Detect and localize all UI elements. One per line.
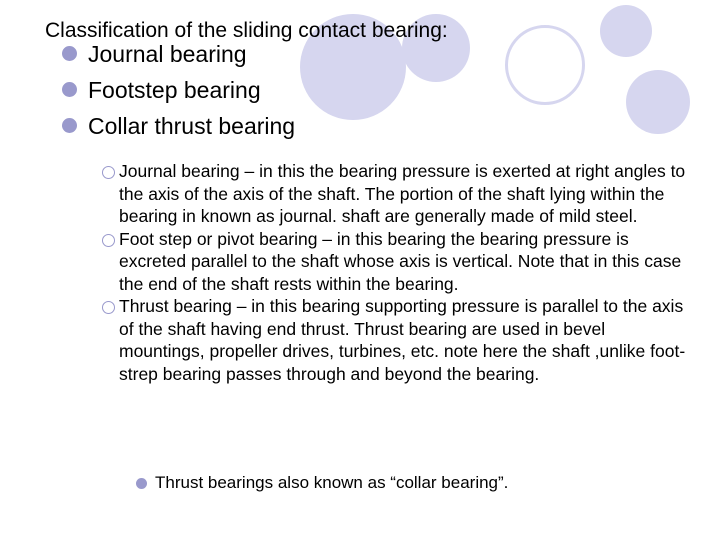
note-bullet-text: Thrust bearings also known as “collar bearing”. — [155, 473, 509, 492]
sub-bullet-list — [102, 160, 694, 385]
bullet-dot-icon — [62, 118, 77, 133]
main-bullet-item — [62, 110, 295, 146]
bullet-ring-icon — [102, 166, 115, 179]
main-bullet-text: Journal bearing — [88, 41, 247, 67]
bullet-dot-icon — [62, 46, 77, 61]
sub-bullet-text: Journal bearing – in this the bearing pressure is exerted at right angles to the axis of the axis of the shaft. The portion of the shaft lying within the bearing in known as journal. shaft are generally made of mild steel. — [119, 161, 686, 226]
main-bullet-text: Footstep bearing — [88, 77, 261, 103]
note-bullet-list — [136, 472, 508, 494]
note-bullet-item — [136, 472, 508, 494]
main-bullet-text: Collar thrust bearing — [88, 113, 296, 139]
decorative-circle-outline — [505, 25, 585, 105]
main-bullet-item — [62, 74, 295, 110]
sub-bullet-item — [102, 295, 694, 385]
main-bullet-item — [62, 38, 295, 74]
main-bullet-list — [62, 38, 295, 146]
sub-bullet-text: Thrust bearing – in this bearing supporting pressure is parallel to the axis of the shaft having end thrust. Thrust bearing are used in bevel mountings, propeller drives, turbines, etc. note here the shaft ,unlike foot-strep bearing passes through and beyond the bearing. — [119, 296, 686, 384]
slide-title: Classification of the sliding contact bearing: — [45, 19, 448, 42]
bullet-dot-icon — [136, 478, 147, 489]
bullet-ring-icon — [102, 234, 115, 247]
bullet-ring-icon — [102, 301, 115, 314]
decorative-circle-small — [600, 5, 652, 57]
bullet-dot-icon — [62, 82, 77, 97]
decorative-circle-right — [626, 70, 690, 134]
sub-bullet-item — [102, 228, 694, 296]
sub-bullet-text: Foot step or pivot bearing – in this bearing the bearing pressure is excreted parallel to the shaft whose axis is vertical. Note that in this case the end of the shaft rests within the bearing. — [119, 228, 682, 294]
sub-bullet-item — [102, 160, 694, 228]
